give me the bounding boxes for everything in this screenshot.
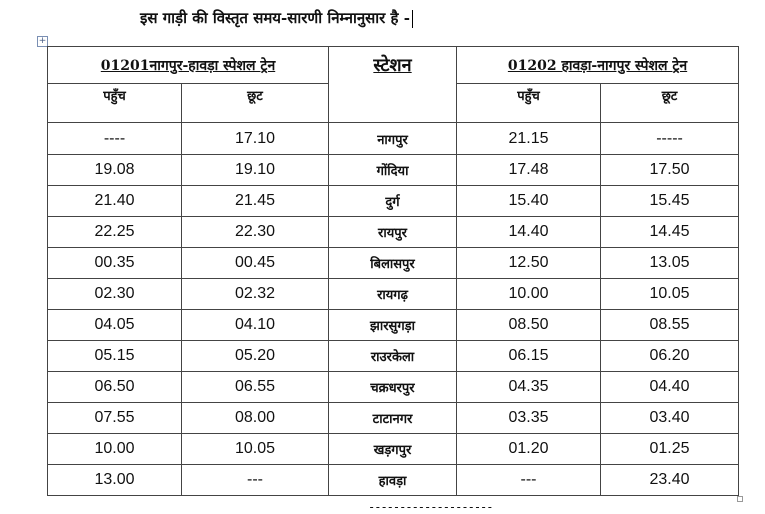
station-cell: बिलासपुर [329,248,457,279]
text-cursor [412,10,413,28]
up-arrival-cell: 10.00 [457,279,601,310]
table-row [48,155,739,186]
down-departure-cell: 17.10 [182,123,329,155]
station-cell: गोंदिया [329,155,457,186]
table-move-handle-icon[interactable]: + [38,36,47,46]
up-arrival-cell: 21.15 [457,123,601,155]
header-row-1 [48,47,739,84]
table-row [48,123,739,155]
down-arrival-cell: 06.50 [48,372,182,403]
table-row [48,310,739,341]
down-arrival-cell: 13.00 [48,465,182,496]
up-arrival-cell: 08.50 [457,310,601,341]
up-departure-cell: 08.55 [601,310,739,341]
up-departure-header: छूट [601,84,739,123]
down-arrival-cell: 19.08 [48,155,182,186]
up-departure-cell: 04.40 [601,372,739,403]
table-row [48,217,739,248]
up-arrival-cell: 17.48 [457,155,601,186]
table-row [48,372,739,403]
down-arrival-cell: ---- [48,123,182,155]
up-departure-cell: 14.45 [601,217,739,248]
table-row [48,341,739,372]
train-01202-header: 01202 हावड़ा-नागपुर स्पेशल ट्रेन [457,47,739,84]
station-cell: रायपुर [329,217,457,248]
station-cell: राउरकेला [329,341,457,372]
down-arrival-cell: 04.05 [48,310,182,341]
table-resize-handle[interactable] [737,496,743,502]
down-departure-cell: 06.55 [182,372,329,403]
up-arrival-header: पहुँच [457,84,601,123]
table-row [48,186,739,217]
up-arrival-cell: 15.40 [457,186,601,217]
station-column-header: स्टेशन [329,47,457,123]
down-arrival-cell: 10.00 [48,434,182,465]
table-row [48,434,739,465]
down-departure-cell: --- [182,465,329,496]
station-cell: दुर्ग [329,186,457,217]
down-departure-header: छूट [182,84,329,123]
down-arrival-cell: 05.15 [48,341,182,372]
up-arrival-cell: 04.35 [457,372,601,403]
station-cell: चक्रधरपुर [329,372,457,403]
up-departure-cell: 03.40 [601,403,739,434]
up-arrival-cell: 03.35 [457,403,601,434]
down-departure-cell: 04.10 [182,310,329,341]
up-departure-cell: 23.40 [601,465,739,496]
down-departure-cell: 10.05 [182,434,329,465]
down-arrival-cell: 02.30 [48,279,182,310]
train-01201-header: 01201नागपुर-हावड़ा स्पेशल ट्रेन [48,47,329,84]
down-departure-cell: 00.45 [182,248,329,279]
station-cell: टाटानगर [329,403,457,434]
station-cell: नागपुर [329,123,457,155]
up-departure-cell: 17.50 [601,155,739,186]
down-departure-cell: 02.32 [182,279,329,310]
station-cell: हावड़ा [329,465,457,496]
table-row [48,279,739,310]
up-arrival-cell: --- [457,465,601,496]
up-departure-cell: 01.25 [601,434,739,465]
table-row [48,248,739,279]
page-heading: इस गाड़ी की विस्तृत समय-सारणी निम्नानुसार है - [140,8,413,28]
up-departure-cell: 13.05 [601,248,739,279]
down-arrival-header: पहुँच [48,84,182,123]
up-departure-cell: 15.45 [601,186,739,217]
up-arrival-cell: 01.20 [457,434,601,465]
down-departure-cell: 22.30 [182,217,329,248]
down-arrival-cell: 07.55 [48,403,182,434]
down-arrival-cell: 21.40 [48,186,182,217]
station-cell: खड़गपुर [329,434,457,465]
down-arrival-cell: 22.25 [48,217,182,248]
up-departure-cell: ----- [601,123,739,155]
up-arrival-cell: 12.50 [457,248,601,279]
timetable [47,46,739,496]
up-arrival-cell: 14.40 [457,217,601,248]
footer-rule: -------------------- [368,500,493,514]
up-departure-cell: 10.05 [601,279,739,310]
down-departure-cell: 19.10 [182,155,329,186]
up-arrival-cell: 06.15 [457,341,601,372]
down-departure-cell: 21.45 [182,186,329,217]
down-departure-cell: 08.00 [182,403,329,434]
up-departure-cell: 06.20 [601,341,739,372]
down-departure-cell: 05.20 [182,341,329,372]
station-cell: झारसुगड़ा [329,310,457,341]
table-row [48,465,739,496]
down-arrival-cell: 00.35 [48,248,182,279]
table-row [48,403,739,434]
station-cell: रायगढ़ [329,279,457,310]
